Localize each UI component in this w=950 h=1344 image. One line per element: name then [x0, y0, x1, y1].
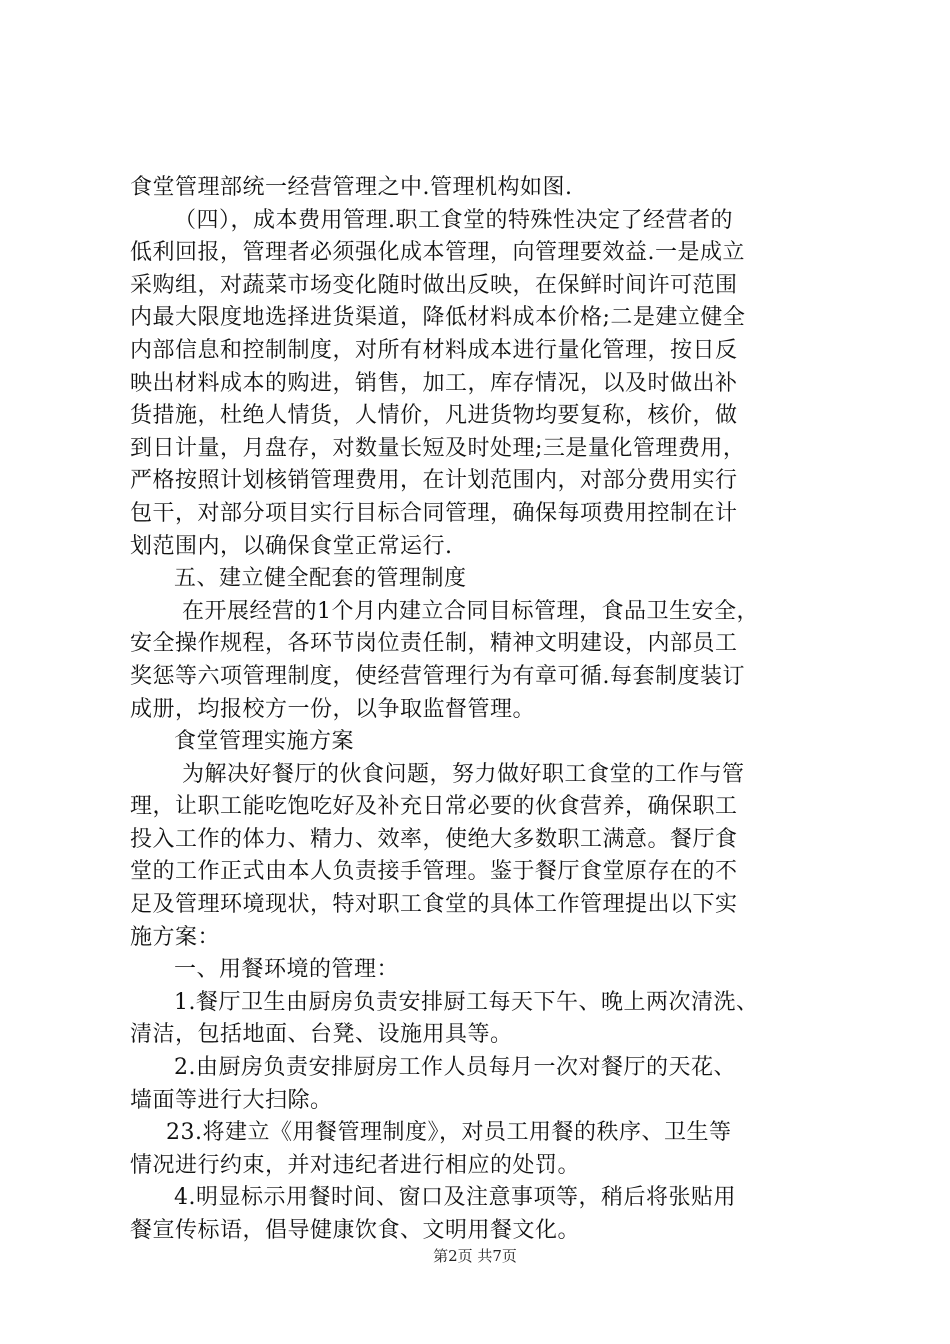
text-line: 划范围内，以确保食堂正常运行.: [130, 533, 453, 559]
text-line: 采购组，对蔬菜市场变化随时做出反映，在保鲜时间许可范围: [130, 272, 738, 298]
text-line: 足及管理环境现状，特对职工食堂的具体工作管理提出以下实: [130, 892, 738, 918]
text-line: 一、用餐环境的管理：: [174, 957, 400, 983]
text-line: 情况进行约束，并对违纪者进行相应的处罚。: [130, 1152, 581, 1178]
text-line: 在开展经营的1个月内建立合同目标管理，食品卫生安全，: [182, 598, 759, 624]
text-line: 映出材料成本的购进，销售，加工，库存情况，以及时做出补: [130, 370, 738, 396]
text-line: 内最大限度地选择进货渠道，降低材料成本价格;二是建立健全: [130, 305, 746, 331]
text-line: 低利回报，管理者必须强化成本管理，向管理要效益.一是成立: [130, 240, 745, 266]
text-line: 严格按照计划核销管理费用，在计划范围内，对部分费用实行: [130, 468, 738, 494]
text-line: 成册，均报校方一份，以争取监督管理。: [130, 696, 536, 722]
text-line: 餐宣传标语，倡导健康饮食、文明用餐文化。: [130, 1218, 581, 1243]
text-line: 投入工作的体力、精力、效率，使绝大多数职工满意。餐厅食: [130, 826, 738, 852]
document-body: [130, 172, 845, 1248]
text-line: 食堂管理部统一经营管理之中.管理机构如图.: [130, 175, 573, 200]
text-line: 到日计量，月盘存，对数量长短及时处理;三是量化管理费用，: [130, 435, 746, 461]
text-line: 五、建立健全配套的管理制度: [174, 566, 467, 592]
text-line: 为解决好餐厅的伙食问题，努力做好职工食堂的工作与管: [182, 761, 745, 787]
text-line: 食堂管理实施方案: [174, 729, 355, 755]
text-line: 清洁，包括地面、台凳、设施用具等。: [130, 1022, 513, 1048]
text-line: 23.将建立《用餐管理制度》，对员工用餐的秩序、卫生等: [166, 1120, 732, 1146]
text-line: 施方案：: [130, 924, 221, 950]
page-footer: 第2页 共7页: [433, 1247, 517, 1265]
text-line: 4.明显标示用餐时间、窗口及注意事项等，稍后将张贴用: [174, 1185, 736, 1211]
text-line: 安全操作规程，各环节岗位责任制，精神文明建设，内部员工: [130, 631, 738, 657]
text-line: 货措施，杜绝人情货，人情价，凡进货物均要复称，核价，做: [130, 403, 738, 429]
text-line: 奖惩等六项管理制度，使经营管理行为有章可循.每套制度装订: [130, 663, 745, 689]
text-line: 理，让职工能吃饱吃好及补充日常必要的伙食营养，确保职工: [130, 794, 738, 820]
text-line: （四），成本费用管理.职工食堂的特殊性决定了经营者的: [174, 207, 733, 233]
text-line: 1.餐厅卫生由厨房负责安排厨工每天下午、晚上两次清洗、: [174, 989, 759, 1015]
text-line: 内部信息和控制制度，对所有材料成本进行量化管理，按日反: [130, 337, 738, 363]
text-line: 2.由厨房负责安排厨房工作人员每月一次对餐厅的天花、: [174, 1055, 736, 1081]
text-line: 包干，对部分项目实行目标合同管理，确保每项费用控制在计: [130, 500, 738, 526]
text-line: 堂的工作正式由本人负责接手管理。鉴于餐厅食堂原存在的不: [130, 859, 738, 885]
text-line: 墙面等进行大扫除。: [130, 1087, 333, 1113]
